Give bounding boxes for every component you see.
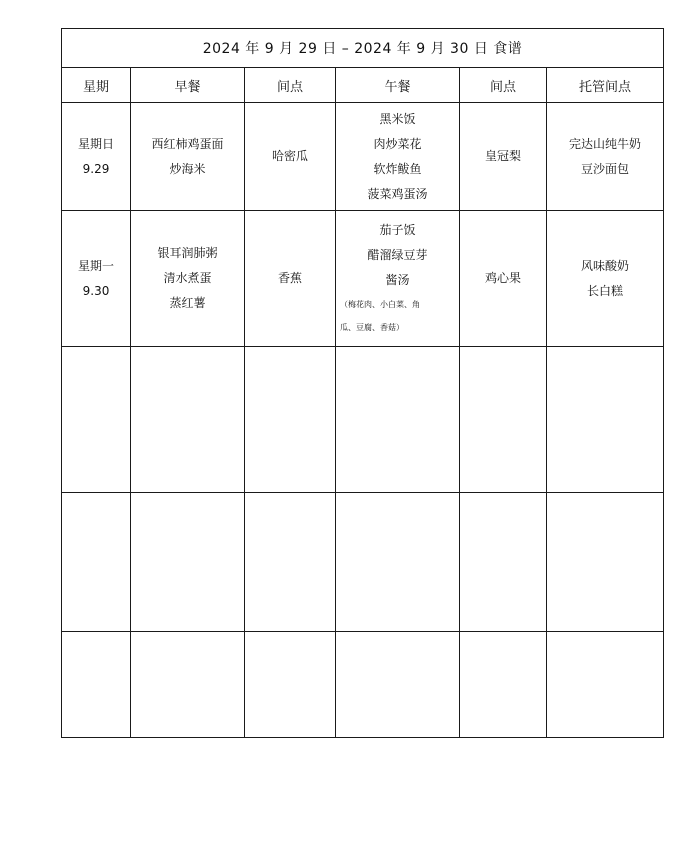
empty-table-row	[62, 632, 664, 738]
header-snack-1: 间点	[245, 68, 336, 103]
breakfast-item: 炒海米	[169, 161, 206, 176]
empty-table-row	[62, 493, 664, 632]
snack-item: 皇冠梨	[484, 149, 521, 163]
snack-cell	[460, 103, 547, 211]
lunch-item: 醋溜绿豆芽	[367, 248, 428, 262]
empty-cell	[547, 632, 664, 738]
lunch-item: 肉炒菜花	[373, 136, 422, 151]
snack-item: 鸡心果	[484, 271, 521, 285]
day-date: 9.30	[82, 283, 110, 298]
snack-cell	[245, 211, 336, 347]
care-snack-cell	[547, 211, 664, 347]
care-snack-item: 完达山纯牛奶	[568, 136, 641, 151]
breakfast-cell	[131, 211, 245, 347]
empty-cell	[460, 347, 547, 493]
empty-table-row	[62, 347, 664, 493]
empty-cell	[460, 632, 547, 738]
lunch-item: 菠菜鸡蛋汤	[367, 186, 428, 201]
empty-cell	[131, 493, 245, 632]
header-breakfast: 早餐	[131, 68, 245, 103]
empty-cell	[336, 632, 460, 738]
empty-cell	[245, 493, 336, 632]
lunch-cell	[336, 211, 460, 347]
lunch-item: 酱汤	[385, 273, 410, 287]
lunch-item: 软炸鲅鱼	[373, 161, 422, 176]
breakfast-item: 清水煮蛋	[163, 271, 212, 285]
lunch-ingredients-note: （梅花肉、小白菜、角	[340, 300, 420, 309]
day-label: 星期一	[77, 258, 114, 273]
empty-cell	[245, 632, 336, 738]
lunch-item: 茄子饭	[379, 223, 416, 237]
day-cell	[62, 211, 131, 347]
empty-cell	[336, 493, 460, 632]
empty-cell	[62, 493, 131, 632]
care-snack-cell	[547, 103, 664, 211]
empty-cell	[547, 347, 664, 493]
breakfast-item: 西红柿鸡蛋面	[151, 136, 224, 151]
empty-cell	[245, 347, 336, 493]
empty-cell	[547, 493, 664, 632]
empty-cell	[336, 347, 460, 493]
empty-cell	[131, 632, 245, 738]
day-cell	[62, 103, 131, 211]
care-snack-item: 风味酸奶	[580, 258, 629, 273]
snack-cell	[245, 103, 336, 211]
snack-item: 香蕉	[277, 271, 302, 285]
snack-item: 哈密瓜	[271, 149, 308, 163]
menu-table	[61, 28, 664, 738]
care-snack-item: 长白糕	[586, 283, 623, 298]
day-date: 9.29	[82, 161, 110, 176]
header-weekday: 星期	[62, 68, 131, 103]
breakfast-cell	[131, 103, 245, 211]
breakfast-item: 银耳润肺粥	[157, 246, 218, 260]
day-label: 星期日	[77, 136, 114, 151]
empty-cell	[460, 493, 547, 632]
lunch-cell	[336, 103, 460, 211]
header-lunch: 午餐	[336, 68, 460, 103]
care-snack-item: 豆沙面包	[580, 161, 629, 176]
breakfast-item: 蒸红薯	[169, 296, 206, 310]
table-row	[62, 103, 664, 211]
table-row	[62, 211, 664, 347]
menu-title: 2024 年 9 月 29 日 – 2024 年 9 月 30 日 食谱	[62, 29, 664, 68]
header-snack-2: 间点	[460, 68, 547, 103]
empty-cell	[62, 347, 131, 493]
empty-cell	[62, 632, 131, 738]
empty-cell	[131, 347, 245, 493]
lunch-item: 黑米饭	[379, 111, 416, 126]
snack-cell	[460, 211, 547, 347]
header-care-snack: 托管间点	[547, 68, 664, 103]
lunch-ingredients-note: 瓜、豆腐、香菇）	[340, 323, 404, 332]
